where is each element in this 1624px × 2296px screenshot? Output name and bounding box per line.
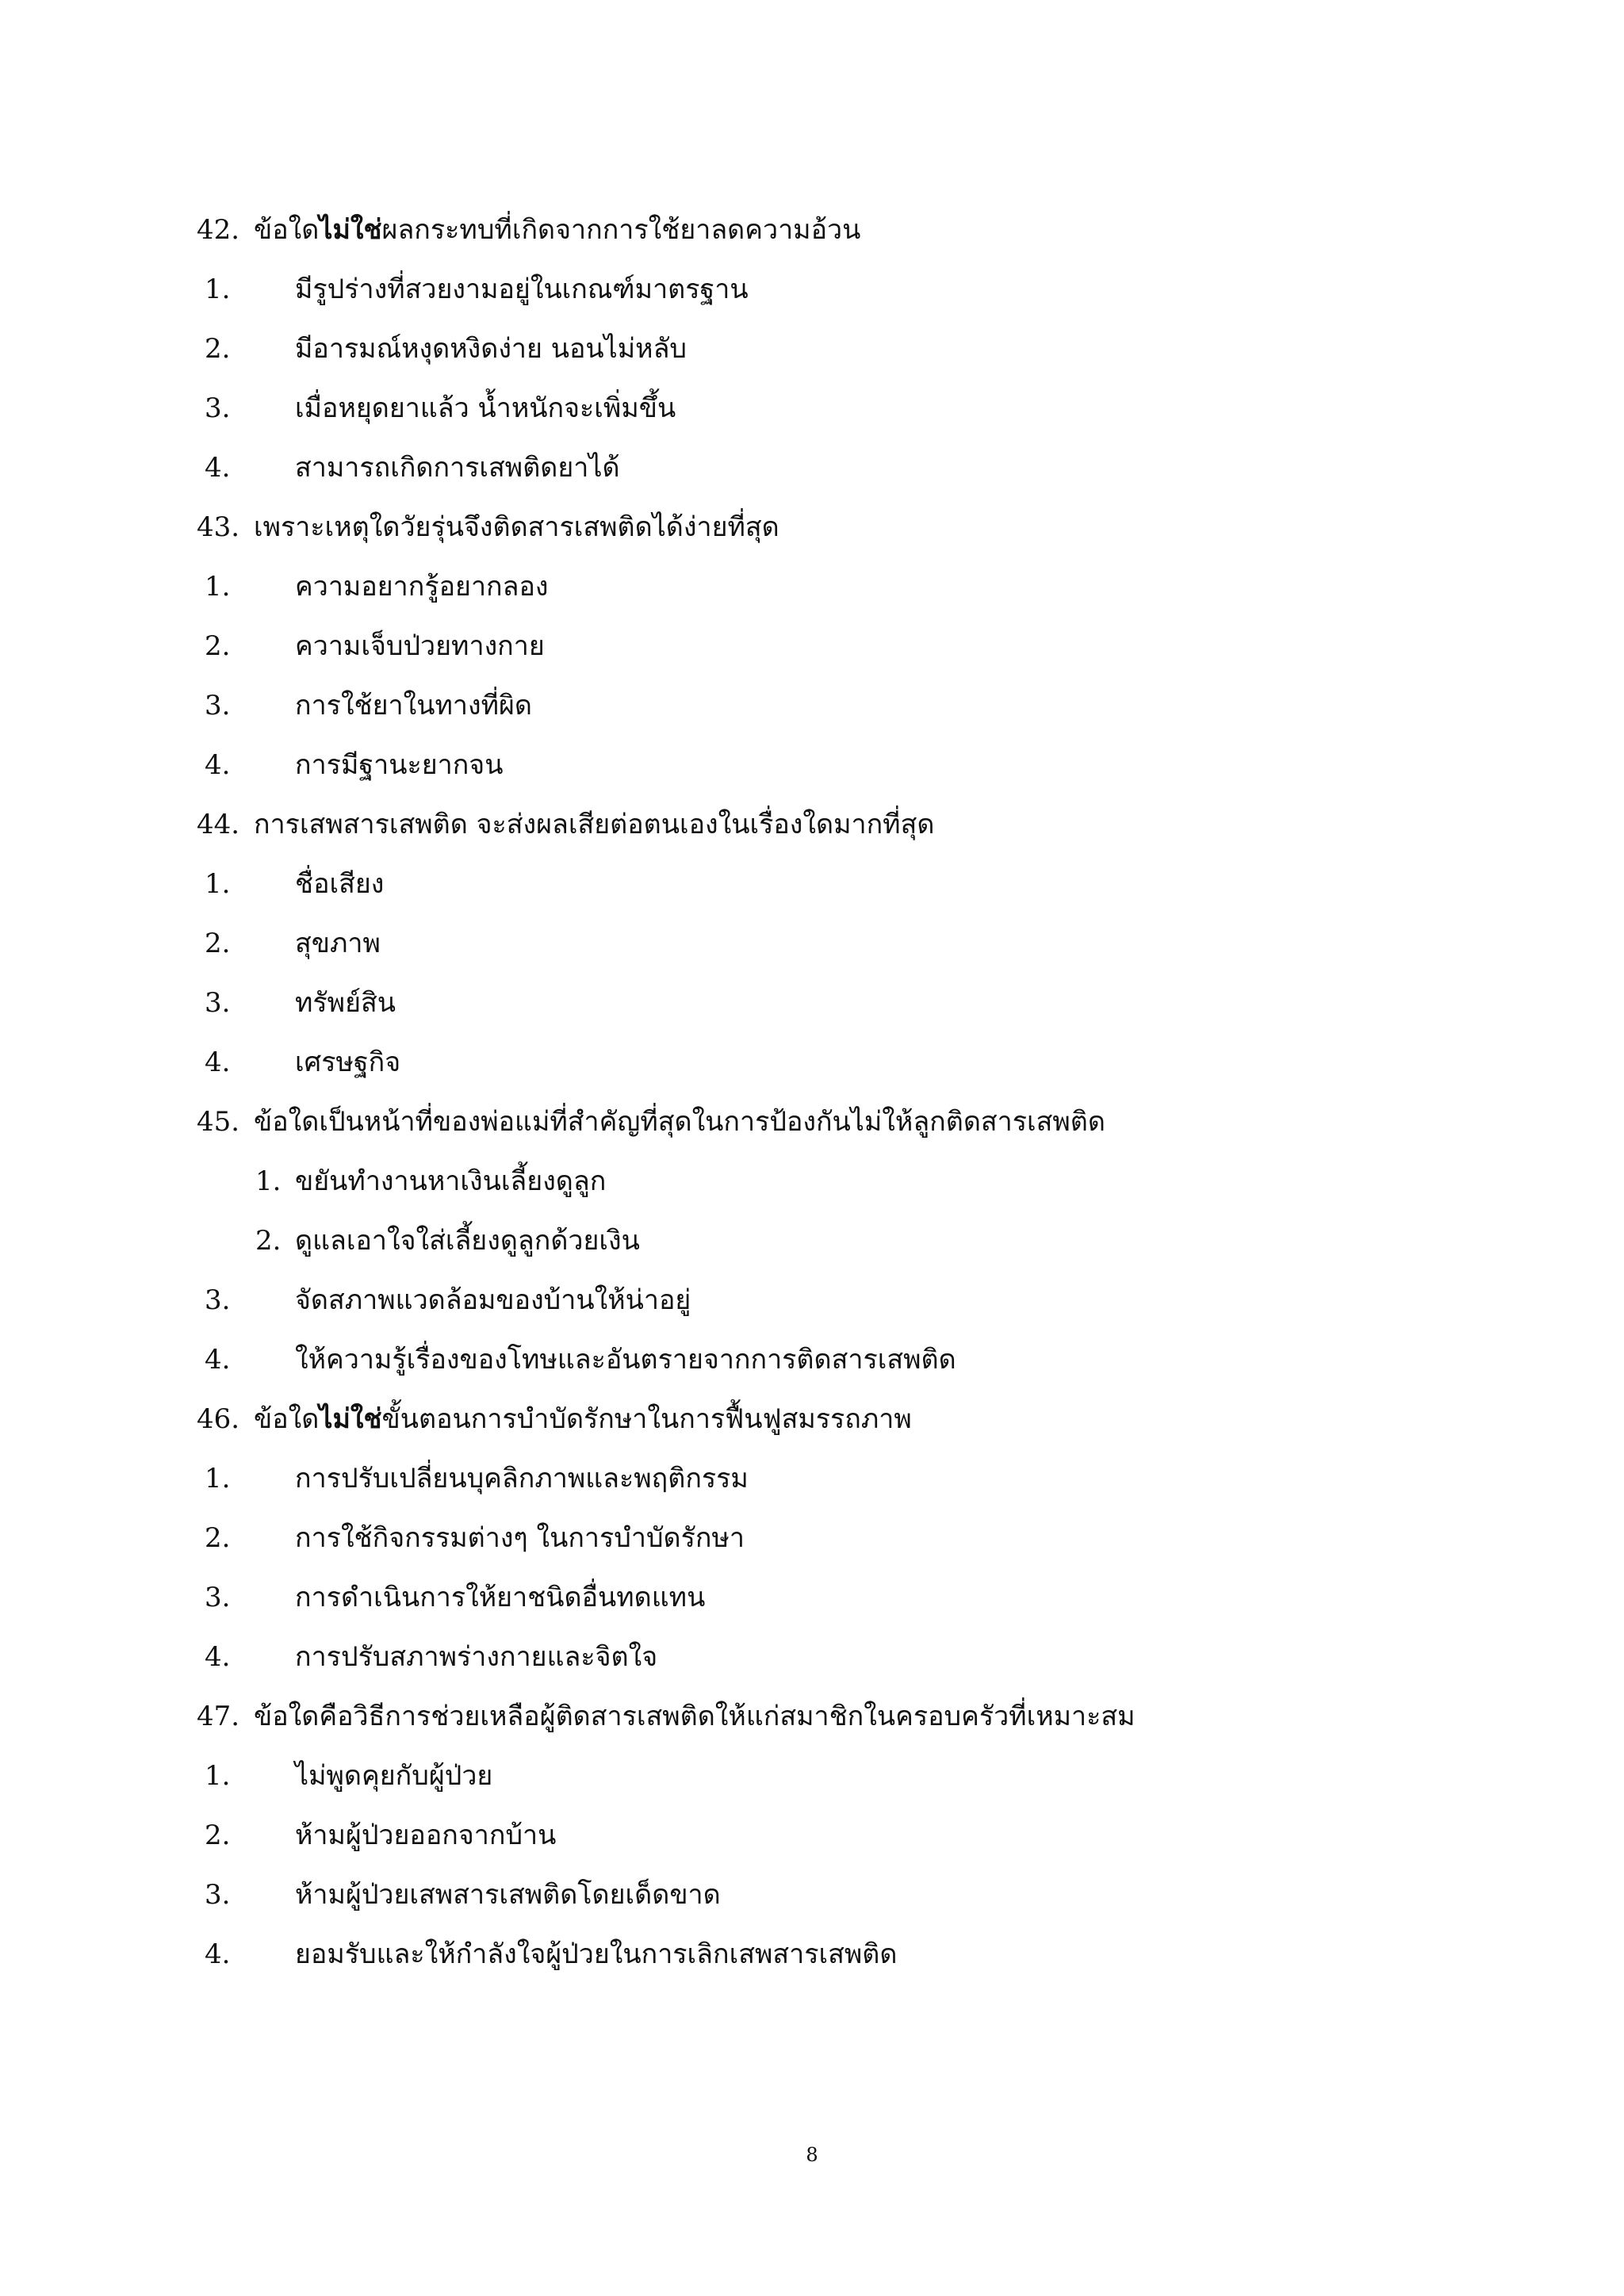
emphasis-text: ไม่ใช่ xyxy=(319,214,382,246)
choice-number: 1. xyxy=(205,1760,231,1792)
question-text: ข้อใดคือวิธีการช่วยเหลือผู้ติดสารเสพติดให้แก่สมาชิกในครอบครัวที่เหมาะสม xyxy=(254,1701,1136,1732)
question-number: 47. xyxy=(197,1701,240,1732)
choice-text: สามารถเกิดการเสพติดยาได้ xyxy=(295,452,620,484)
choice-text: ความเจ็บป่วยทางกาย xyxy=(295,630,545,662)
choice-44-1 xyxy=(0,862,1427,906)
choice-number: 2. xyxy=(205,1522,231,1554)
choice-number: 4. xyxy=(205,1641,231,1673)
choice-42-2 xyxy=(0,327,1427,371)
choice-46-4 xyxy=(0,1635,1427,1679)
question-text: ข้อใดไม่ใช่ผลกระทบที่เกิดจากการใช้ยาลดความอ้วน xyxy=(254,214,861,246)
page-number: 8 xyxy=(806,2144,818,2166)
choice-number: 4. xyxy=(205,1344,231,1376)
question-number: 43. xyxy=(197,511,240,543)
choice-46-1 xyxy=(0,1456,1427,1501)
choice-text: ให้ความรู้เรื่องของโทษและอันตรายจากการติดสารเสพติด xyxy=(295,1344,956,1376)
choice-number: 1. xyxy=(255,1165,282,1197)
emphasis-text: ไม่ใช่ xyxy=(319,1403,382,1435)
choice-number: 3. xyxy=(205,1582,231,1613)
choice-text: ห้ามผู้ป่วยออกจากบ้าน xyxy=(295,1820,557,1851)
choice-42-4 xyxy=(0,446,1427,490)
question-number: 45. xyxy=(197,1106,240,1138)
choice-number: 2. xyxy=(205,1820,231,1851)
choice-47-2 xyxy=(0,1813,1427,1858)
choice-42-1 xyxy=(0,267,1427,312)
choice-text: ยอมรับและให้กำลังใจผู้ป่วยในการเลิกเสพสารเสพติด xyxy=(295,1938,898,1970)
choice-text: การปรับสภาพร่างกายและจิตใจ xyxy=(295,1641,658,1673)
choice-text: สุขภาพ xyxy=(295,928,381,959)
choice-46-2 xyxy=(0,1516,1427,1560)
choice-text: การมีฐานะยากจน xyxy=(295,749,504,781)
choice-number: 1. xyxy=(205,868,231,900)
choice-text: การปรับเปลี่ยนบุคลิกภาพและพฤติกรรม xyxy=(295,1463,749,1494)
question-42 xyxy=(0,208,1427,252)
choice-text: เศรษฐกิจ xyxy=(295,1047,401,1078)
choice-text: มีอารมณ์หงุดหงิดง่าย นอนไม่หลับ xyxy=(295,333,687,365)
choice-45-2 xyxy=(0,1219,1427,1263)
question-number: 44. xyxy=(197,809,240,840)
choice-47-1 xyxy=(0,1754,1427,1798)
question-text: ข้อใดไม่ใช่ขั้นตอนการบำบัดรักษาในการฟื้นฟูสมรรถภาพ xyxy=(254,1403,912,1435)
choice-number: 3. xyxy=(205,1284,231,1316)
choice-number: 3. xyxy=(205,690,231,721)
choice-43-3 xyxy=(0,683,1427,728)
choice-46-3 xyxy=(0,1575,1427,1620)
choice-text: มีรูปร่างที่สวยงามอยู่ในเกณฑ์มาตรฐาน xyxy=(295,274,749,305)
choice-44-3 xyxy=(0,981,1427,1025)
choice-text: ความอยากรู้อยากลอง xyxy=(295,571,549,603)
question-text: เพราะเหตุใดวัยรุ่นจึงติดสารเสพติดได้ง่ายที่สุด xyxy=(254,511,779,543)
choice-text: ทรัพย์สิน xyxy=(295,987,396,1019)
choice-text: การใช้ยาในทางที่ผิด xyxy=(295,690,532,721)
choice-number: 4. xyxy=(205,1047,231,1078)
choice-number: 1. xyxy=(205,274,231,305)
question-number: 46. xyxy=(197,1403,240,1435)
choice-number: 3. xyxy=(205,1879,231,1911)
question-45 xyxy=(0,1100,1427,1144)
choice-text: ไม่พูดคุยกับผู้ป่วย xyxy=(295,1760,493,1792)
question-43 xyxy=(0,505,1427,549)
choice-text: ห้ามผู้ป่วยเสพสารเสพติดโดยเด็ดขาด xyxy=(295,1879,721,1911)
choice-43-2 xyxy=(0,624,1427,668)
choice-45-1 xyxy=(0,1159,1427,1203)
choice-text: จัดสภาพแวดล้อมของบ้านให้น่าอยู่ xyxy=(295,1284,691,1316)
choice-text: การใช้กิจกรรมต่างๆ ในการบำบัดรักษา xyxy=(295,1522,745,1554)
choice-number: 1. xyxy=(205,571,231,603)
choice-text: การดำเนินการให้ยาชนิดอื่นทดแทน xyxy=(295,1582,706,1613)
choice-44-2 xyxy=(0,921,1427,966)
question-text: การเสพสารเสพติด จะส่งผลเสียต่อตนเองในเรื่องใดมากที่สุด xyxy=(254,809,935,840)
choice-43-1 xyxy=(0,564,1427,609)
choice-47-4 xyxy=(0,1932,1427,1976)
choice-number: 1. xyxy=(205,1463,231,1494)
choice-45-3 xyxy=(0,1278,1427,1322)
choice-number: 2. xyxy=(205,333,231,365)
choice-text: ขยันทำงานหาเงินเลี้ยงดูลูก xyxy=(295,1165,607,1197)
choice-number: 2. xyxy=(205,928,231,959)
choice-45-4 xyxy=(0,1337,1427,1382)
choice-43-4 xyxy=(0,743,1427,787)
choice-number: 4. xyxy=(205,1938,231,1970)
choice-44-4 xyxy=(0,1040,1427,1085)
question-47 xyxy=(0,1694,1427,1739)
question-text: ข้อใดเป็นหน้าที่ของพ่อแม่ที่สำคัญที่สุดในการป้องกันไม่ให้ลูกติดสารเสพติด xyxy=(254,1106,1105,1138)
choice-number: 2. xyxy=(255,1225,282,1257)
question-44 xyxy=(0,802,1427,847)
choice-text: เมื่อหยุดยาแล้ว น้ำหนักจะเพิ่มขึ้น xyxy=(295,392,676,424)
choice-42-3 xyxy=(0,386,1427,430)
choice-47-3 xyxy=(0,1873,1427,1917)
question-number: 42. xyxy=(197,214,240,246)
choice-number: 3. xyxy=(205,392,231,424)
choice-text: ดูแลเอาใจใส่เลี้ยงดูลูกด้วยเงิน xyxy=(295,1225,640,1257)
choice-text: ชื่อเสียง xyxy=(295,868,385,900)
choice-number: 4. xyxy=(205,749,231,781)
choice-number: 2. xyxy=(205,630,231,662)
choice-number: 4. xyxy=(205,452,231,484)
choice-number: 3. xyxy=(205,987,231,1019)
question-46 xyxy=(0,1397,1427,1441)
